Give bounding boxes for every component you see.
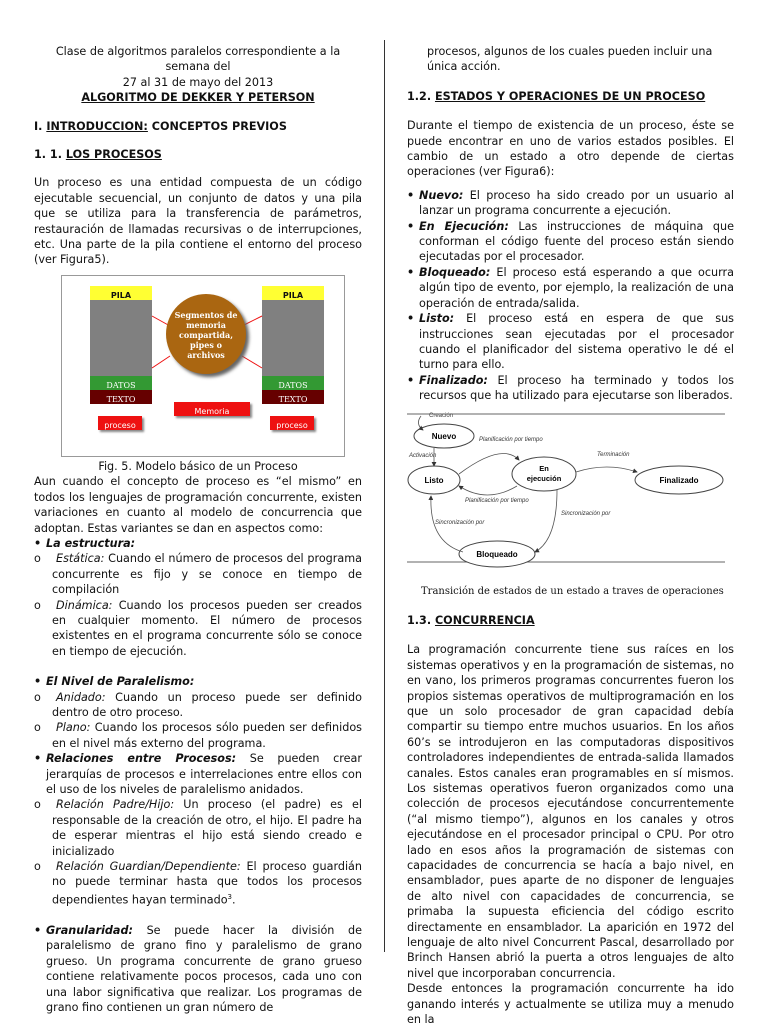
shared-memory-circle: Segmentos de memoria compartida, pipes o archivos [166,294,246,374]
section-1-3-paragraph: La programación concurrente tiene sus raíces en los sistemas operativos y en la programación de sistemas, no en vano, los primeros programas concurrentes fueron los propios sistemas operativos de multiprogramación en los que un solo procesador de gran capacidad debía compartir su tiempo entre muchos usuarios. En los años 60’s se introdujeron en las computadoras dispositivos controladores independientes de entrada-salida llamados canales. Estos canales eran programables en sí mismos. Los sistemas operativos fueron organizados como una colección de procesos ejecutándose concurrentemente (“al mismo tiempo”), algunos en los canales y otros ejecutándose en el procesador principal o CPU. Por otro lado en esos años la programación de sistemas con capacidades de concurrencia se hacía a bajo nivel, en ensamblador, pues aparte de no disponer de lenguajes de alto nivel con capacidades de concurrencia, se primaba la supuesta eficiencia del código escrito directamente en ensamblador. La aparición en 1972 del lenguaje de alto nivel Concurrent Pascal, desarrollado por Brinch Hansen abrió la puerta a otros lenguajes de alto nivel que incorporaban concurrencia. [407,643,734,980]
memoria-compartida-box: Memoria Compartida [174,402,250,416]
node-listo-label: Listo [424,475,444,485]
section-1-1-heading: 1. 1. LOS PROCESOS [34,148,162,162]
label-creacion: Creación [429,412,454,419]
continued-text: procesos, algunos de los cuales pueden incluir una única acción. [427,45,713,74]
state-finalizado: • Finalizado: El proceso ha terminado y todos los recursos que ha utilizado para ejecutarse son liberados. [407,373,734,403]
datos-block-left: DATOS [90,376,152,390]
pila-block-right: PILA [262,286,324,300]
label-plan2: Planificación por tiempo [465,497,529,504]
node-bloqueado-label: Bloqueado [476,549,518,559]
column-divider [384,40,385,952]
pila-block-left: PILA [90,286,152,300]
estructura-heading: • La estructura: [34,536,136,550]
section-1-2-paragraph: Durante el tiempo de existencia de un proceso, éste se puede encontrar en uno de varios estados posibles. El cambio de un estado a otro depende de ciertas operaciones (ver Figura6): [407,119,734,179]
granularidad-paragraph: • Granularidad: Se puede hacer la división de paralelismo de grano fino y paralelismo de grano grueso. Un programa concurrente de grano grueso contiene relativamente pocos procesos, cada uno con una labor significativa que realizar. Los programas de grano fino contienen un gran número de [34,923,362,1015]
after-fig5-paragraph: Aun cuando el concepto de proceso es “el mismo” en todos los lenguajes de programación concurrente, existen variaciones en cuanto al modelo de concurrencia que adoptan. Estas variantes se dan en aspectos como: [34,475,362,535]
figure-6-caption: Transición de estados de un estado a traves de operaciones [421,585,724,597]
label-sinc2: Sincronización por [435,519,485,526]
figure-6-state-diagram [407,412,729,584]
section-1-1-paragraph: Un proceso es una entidad compuesta de un código ejecutable secuencial, un conjunto de datos y una pila que se utiliza para la transferencia de parámetros, restauración de llamadas recursivas o de interrupciones, etc. Una parte de la pila contiene el entorno del proceso (ver Figura5). [34,176,362,267]
label-activacion: Activación [409,452,437,459]
paralelismo-item-plano: o Plano: Cuando los procesos sólo pueden ser definidos en el nivel más externo del programa. [34,721,362,750]
node-en-label: En [539,463,549,473]
node-ejecucion-label: ejecución [526,473,562,483]
relaciones-item-guardian: o Relación Guardian/Dependiente: El proceso guardián no puede terminar hasta que todos los procesos dependientes hayan terminado$^3$. [34,860,362,907]
relaciones-item-padre-hijo: o Relación Padre/Hijo: Un proceso (el padre) es el responsable de la creación de otro, el hijo. El padre ha de esperar mientras el hijo está siendo creado e inicializado [34,798,362,858]
document-title: ALGORITMO DE DEKKER Y PETERSON [81,91,315,105]
state-listo: • Listo: El proceso está en espera de que sus instrucciones sean ejecutadas por el procesador cuando el planificador del sistema operativo le dé el turno para ello. [407,312,734,372]
texto-block-right: TEXTO [262,390,324,404]
proceso-box-left: proceso [98,416,142,430]
label-terminacion: Terminación [597,451,630,458]
estructura-item-estatica: o Estática: Cuando el número de procesos del programa concurrente es fijo y se conoce en tiempo de compilación [34,552,362,597]
label-sinc1: Sincronización por [561,510,611,517]
figure-5-process-model [61,275,345,457]
right-column [407,0,734,1028]
node-finalizado-label: Finalizado [659,475,699,485]
header-line1: Clase de algoritmos paralelos correspondiente a la semana del [55,45,341,74]
relaciones-heading: • Relaciones entre Procesos: Se pueden crear jerarquías de procesos e interrelaciones entre ellos con el uso de los niveles de paralelismo anidados. [34,752,362,796]
left-column [34,0,362,1015]
section-1-3-heading: 1.3. CONCURRENCIA [407,613,535,627]
state-nuevo: • Nuevo: El proceso ha sido creado por un usuario al lanzar un programa concurrente a ejecución. [407,188,734,218]
node-nuevo-label: Nuevo [431,431,457,441]
section-1-2-heading: 1.2. ESTADOS Y OPERACIONES DE UN PROCESO [407,89,706,103]
texto-block-left: TEXTO [90,390,152,404]
state-diagram-svg [407,412,729,584]
paralelismo-heading: • El Nivel de Paralelismo: [34,675,195,689]
figure-5-caption: Fig. 5. Modelo básico de un Proceso [98,459,298,473]
footnote-marker: 3 [227,892,233,901]
section-1-3-paragraph-2: Desde entonces la programación concurrente ha ido ganando interés y actualmente se utiliza muy a menudo en la [407,982,734,1027]
proceso-box-right: proceso [270,416,314,430]
label-plan1: Planificación por tiempo [479,436,543,443]
intro-heading: I. INTRODUCCION: CONCEPTOS PREVIOS [34,119,287,133]
estructura-item-dinamica: o Dinámica: Cuando los procesos pueden ser creados en cualquier momento. El número de procesos existentes en el programa concurrente sólo se conoce en tiempo de ejecución. [34,598,362,658]
paralelismo-item-anidado: o Anidado: Cuando un proceso puede ser definido dentro de otro proceso. [34,690,362,719]
state-bloqueado: • Bloqueado: El proceso está esperando a que ocurra algún tipo de evento, por ejemplo, la realización de una operación de entrada/salida. [407,265,734,310]
datos-block-right: DATOS [262,376,324,390]
header-line2: 27 al 31 de mayo del 2013 [122,75,274,89]
state-en-ejecucion: • En Ejecución: Las instrucciones de máquina que conforman el código fuente del proceso están siendo ejecutadas por el procesador. [407,219,734,264]
